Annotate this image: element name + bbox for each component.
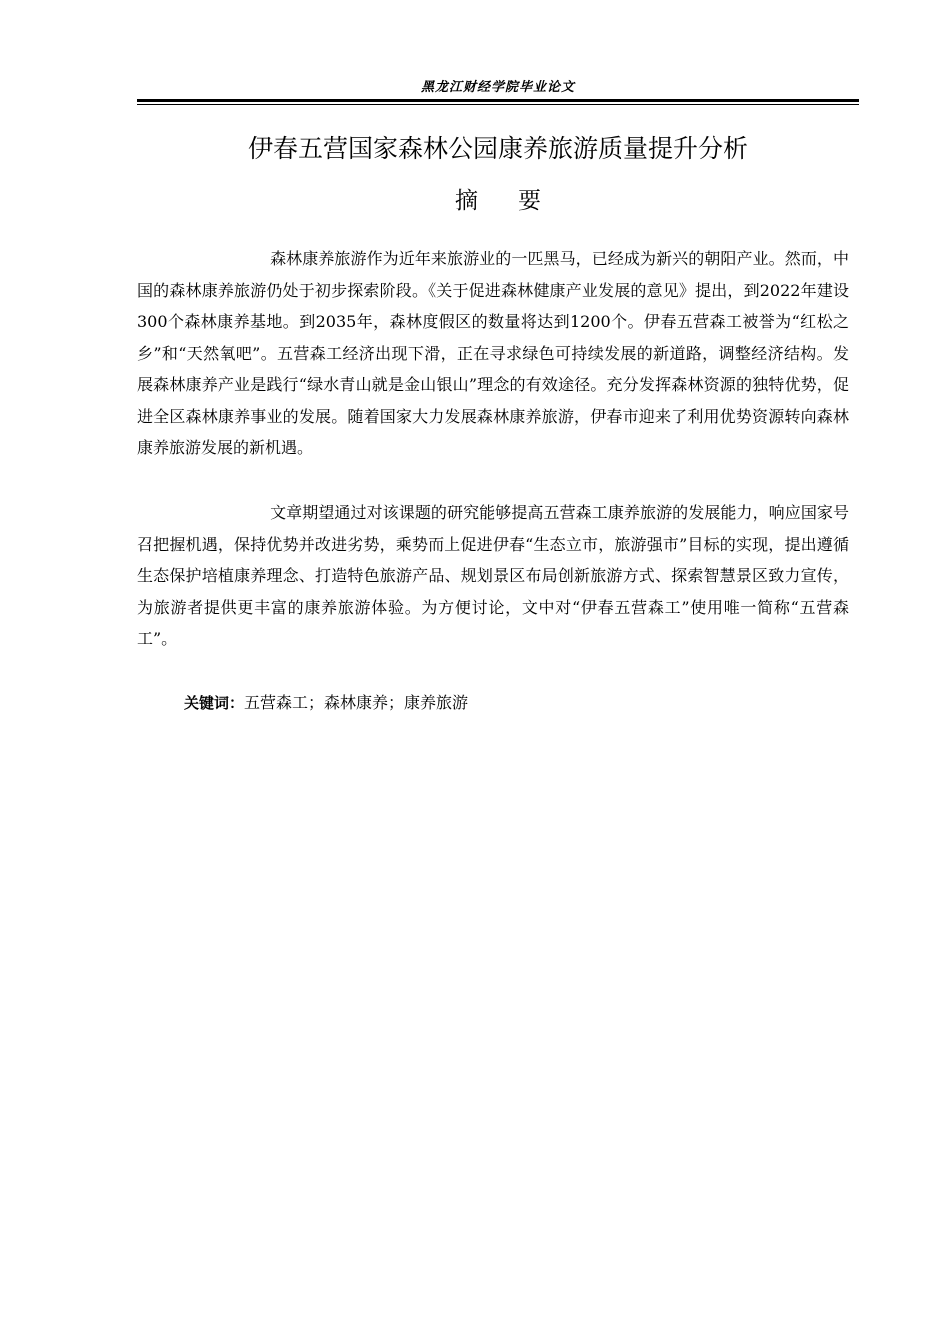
keywords-value: 五营森工；森林康养；康养旅游 [244, 693, 469, 712]
thesis-title: 伊春五营国家森林公园康养旅游质量提升分析 [247, 134, 748, 163]
abstract-paragraph-2-text: 文章期望通过对该课题的研究能够提高五营森工康养旅游的发展能力，响应国家号召把握机遇，保持优势并改进劣势，乘势而上促进伊春“生态立市，旅游强市”目标的实现，提出遵循生态保护培植康养理念、打造特色旅游产品、规划景区布局创新旅游方式、探索智慧景区致力宣传，为旅游者提供更丰富的康养旅游体验。为方便讨论，文中对“伊春五营森工”使用唯一简称“五营森工”。 [137, 503, 849, 648]
header-rule-thick [137, 99, 859, 102]
abstract-paragraph-2 [137, 497, 849, 655]
header-rule-thin [137, 104, 859, 105]
running-header: 黑龙江财经学院毕业论文 [420, 80, 575, 95]
keywords-line [184, 689, 468, 717]
keywords-label: 关键词： [184, 694, 245, 712]
abstract-paragraph-1 [137, 243, 849, 464]
abstract-heading: 摘要 [455, 188, 581, 214]
abstract-paragraph-1-text: 森林康养旅游作为近年来旅游业的一匹黑马，已经成为新兴的朝阳产业。然而，中国的森林康养旅游仍处于初步探索阶段。《关于促进森林健康产业发展的意见》提出，到2022年建设300个森林康养基地。到2035年，森林度假区的数量将达到1200个。伊春五营森工被誉为“红松之乡”和“天然氧吧”。五营森工经济出现下滑，正在寻求绿色可持续发展的新道路，调整经济结构。发展森林康养产业是践行“绿水青山就是金山银山”理念的有效途径。充分发挥森林资源的独特优势，促进全区森林康养事业的发展。随着国家大力发展森林康养旅游，伊春市迎来了利用优势资源转向森林康养旅游发展的新机遇。 [137, 249, 849, 457]
